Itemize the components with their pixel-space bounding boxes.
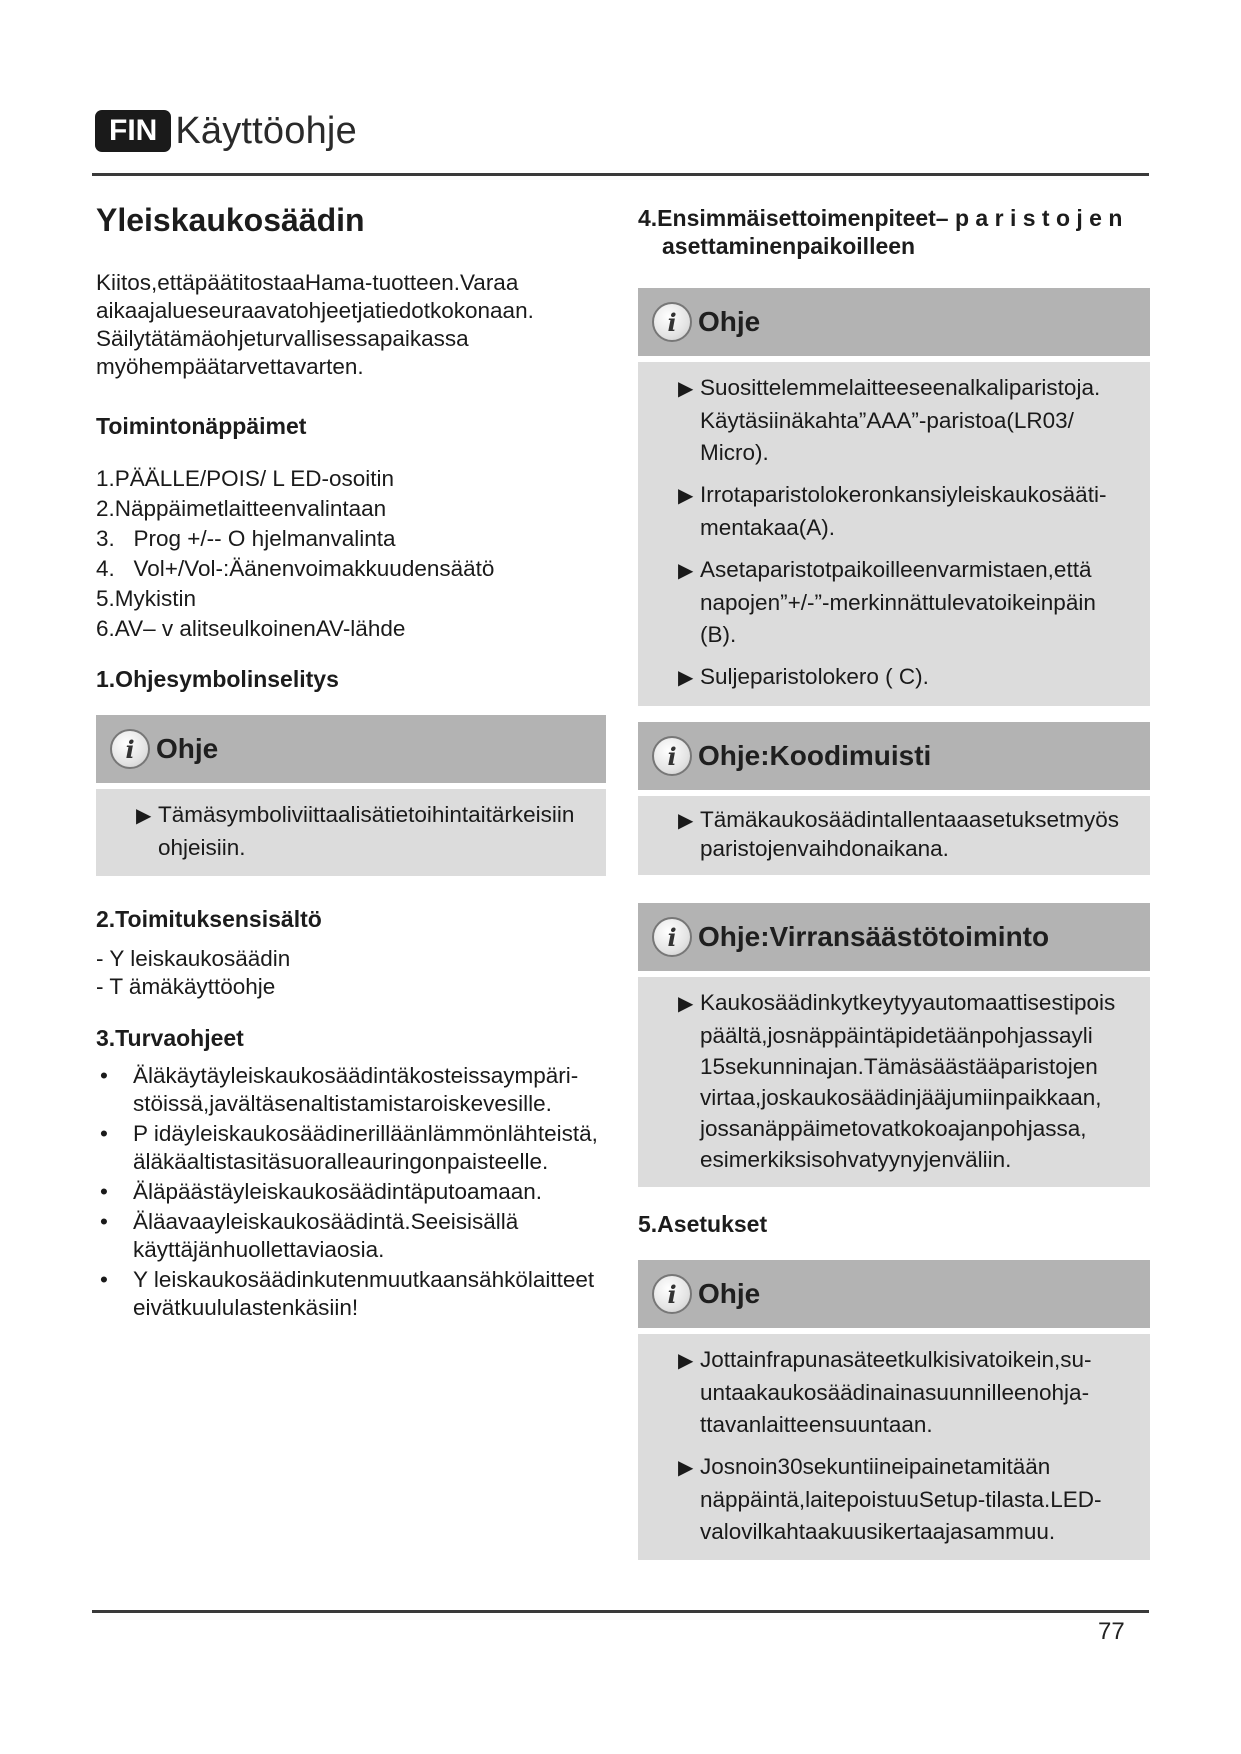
- note-box: [96, 715, 606, 876]
- note-item: ▶ Suljeparistolokero ( C).: [658, 661, 1138, 694]
- list-item: 2.Näppäimetlaitteenvalintaan: [96, 496, 387, 521]
- buttons-heading: Toimintonäppäimet: [96, 413, 307, 439]
- list-item: 3. Prog +/-- O hjelmanvalinta: [96, 526, 396, 551]
- list-item: 5.Mykistin: [96, 586, 197, 611]
- note-list: [116, 799, 594, 864]
- list-item: • Äläavaayleiskaukosäädintä.Seeisisällä käyttäjänhuollettaviaosia.: [100, 1209, 519, 1262]
- note-list: [658, 372, 1138, 694]
- list-item: • Y leiskaukosäädinkutenmuutkaansähkölaitteet eivätkuululastenkäsiin!: [100, 1267, 595, 1320]
- triangle-bullet-icon: ▶: [678, 993, 694, 1015]
- note-item: ▶ Kaukosäädinkytkeytyyautomaattisestipois päältä,josnäppäintäpidetäänpohjassayli 15sekunninajan.Tämäsäästääparistojen virtaa,joskaukosäädinjääjumiinpaikkaan, jossanäppäimetovatkokoajanpohjassa, esimerkiksisohvatyynyjenväliin.: [678, 990, 1116, 1172]
- note-list: [658, 987, 1138, 1175]
- info-icon: i: [652, 736, 692, 776]
- note-item: ▶ Jottainfrapunasäteetkulkisivatoikein,su-untaakaukosäädinainasuunnilleenohja-ttavanlaitteensuuntaan.: [678, 1347, 1092, 1437]
- note-box: [638, 903, 1150, 1187]
- triangle-bullet-icon: ▶: [678, 667, 694, 689]
- note-list: [658, 806, 1138, 863]
- safety-list: [96, 1062, 606, 1322]
- list-item: - Y leiskaukosäädin: [96, 946, 291, 971]
- intro-paragraph: [96, 269, 606, 381]
- left-column: [96, 190, 606, 1324]
- note-body: [638, 977, 1150, 1187]
- triangle-bullet-icon: ▶: [678, 378, 694, 400]
- triangle-bullet-icon: ▶: [136, 805, 152, 827]
- battery-heading: 4.Ensimmäisettoimenpiteet– p a r i s t o j e n asettaminenpaikoilleen: [638, 205, 1123, 259]
- note-item: ▶ Asetaparistotpaikoilleenvarmistaen,että napojen”+/-”-merkinnättulevatoikeinpäin (B).: [678, 557, 1096, 647]
- note-title: Ohje:Virransäästötoiminto: [698, 921, 1050, 952]
- document-title: Käyttöohje: [175, 109, 357, 152]
- note-box: [638, 1260, 1150, 1560]
- list-item: - T ämäkäyttöohje: [96, 974, 276, 999]
- info-icon: i: [652, 302, 692, 342]
- contents-list: [96, 945, 606, 1001]
- note-title: Ohje:Koodimuisti: [698, 740, 932, 771]
- list-item: 6.AV– v alitseulkoinenAV-lähde: [96, 616, 406, 641]
- settings-heading: 5.Asetukset: [638, 1211, 768, 1237]
- note-item: ▶ Irrotaparistolokeronkansiyleiskaukosääti-mentakaa(A).: [678, 482, 1107, 540]
- note-header: [638, 722, 1150, 790]
- note-item: ▶ Tämäkaukosäädintallentaaasetuksetmyös paristojenvaihdonaikana.: [678, 807, 1119, 861]
- triangle-bullet-icon: ▶: [678, 560, 694, 582]
- note-header: [638, 1260, 1150, 1328]
- intro-line: Säilytätämäohjeturvallisessapaikassa: [96, 326, 469, 351]
- buttons-list: [96, 464, 606, 644]
- note-body: [96, 789, 606, 876]
- list-item: • Äläkäytäyleiskaukosäädintäkosteissaympäri-stöissä,javältäsenaltistamistaroiskevesille.: [100, 1063, 579, 1116]
- note-box: [638, 722, 1150, 875]
- info-icon: i: [110, 729, 150, 769]
- info-icon: i: [652, 1274, 692, 1314]
- contents-heading: 2.Toimituksensisältö: [96, 906, 322, 932]
- list-item: • P idäyleiskaukosäädinerilläänlämmönlähteistä, äläkäaltistasitäsuoralleauringonpaisteelle.: [100, 1121, 598, 1174]
- note-title: Ohje: [698, 1278, 761, 1309]
- info-icon: i: [652, 917, 692, 957]
- note-body: [638, 1334, 1150, 1560]
- right-column: [638, 190, 1150, 1560]
- safety-heading: 3.Turvaohjeet: [96, 1025, 244, 1051]
- note-list: [658, 1344, 1138, 1548]
- triangle-bullet-icon: ▶: [678, 1457, 694, 1479]
- header-divider: [92, 173, 1149, 176]
- page-header: [95, 106, 357, 156]
- note-header: [96, 715, 606, 783]
- note-body: [638, 796, 1150, 875]
- triangle-bullet-icon: ▶: [678, 485, 694, 507]
- intro-line: aikaajalueseuraavatohjeetjatiedotkokonaan.: [96, 298, 534, 323]
- language-badge: FIN: [95, 110, 171, 152]
- product-title: Yleiskaukosäädin: [96, 202, 365, 238]
- note-item: ▶ Tämäsymboliviittaalisätietoihintaitärkeisiin ohjeisiin.: [136, 802, 575, 860]
- footer-divider: [92, 1610, 1149, 1613]
- note-box: [638, 288, 1150, 706]
- note-title: Ohje: [698, 306, 761, 337]
- list-item: 4. Vol+/Vol-:Äänenvoimakkuudensäätö: [96, 556, 495, 581]
- note-title: Ohje: [156, 733, 219, 764]
- triangle-bullet-icon: ▶: [678, 810, 694, 832]
- note-item: ▶ Suosittelemmelaitteeseenalkaliparistoja. Käytäsiinäkahta”AAA”-paristoa(LR03/ Micro).: [678, 375, 1101, 465]
- note-item: ▶ Josnoin30sekuntiineipainetamitään näppäintä,laitepoistuuSetup-tilasta.LED-valovilkahtaakuusikertaajasammuu.: [678, 1454, 1102, 1544]
- list-item: 1.PÄÄLLE/POIS/ L ED-osoitin: [96, 466, 395, 491]
- page-number: 77: [1098, 1618, 1125, 1645]
- note-header: [638, 288, 1150, 356]
- note-body: [638, 362, 1150, 706]
- triangle-bullet-icon: ▶: [678, 1350, 694, 1372]
- list-item: • Äläpäästäyleiskaukosäädintäputoamaan.: [100, 1179, 543, 1204]
- note-header: [638, 903, 1150, 971]
- symbols-heading: 1.Ohjesymbolinselitys: [96, 666, 339, 692]
- intro-line: Kiitos,ettäpäätitostaaHama-tuotteen.Varaa: [96, 270, 519, 295]
- intro-line: myöhempäätarvettavarten.: [96, 354, 364, 379]
